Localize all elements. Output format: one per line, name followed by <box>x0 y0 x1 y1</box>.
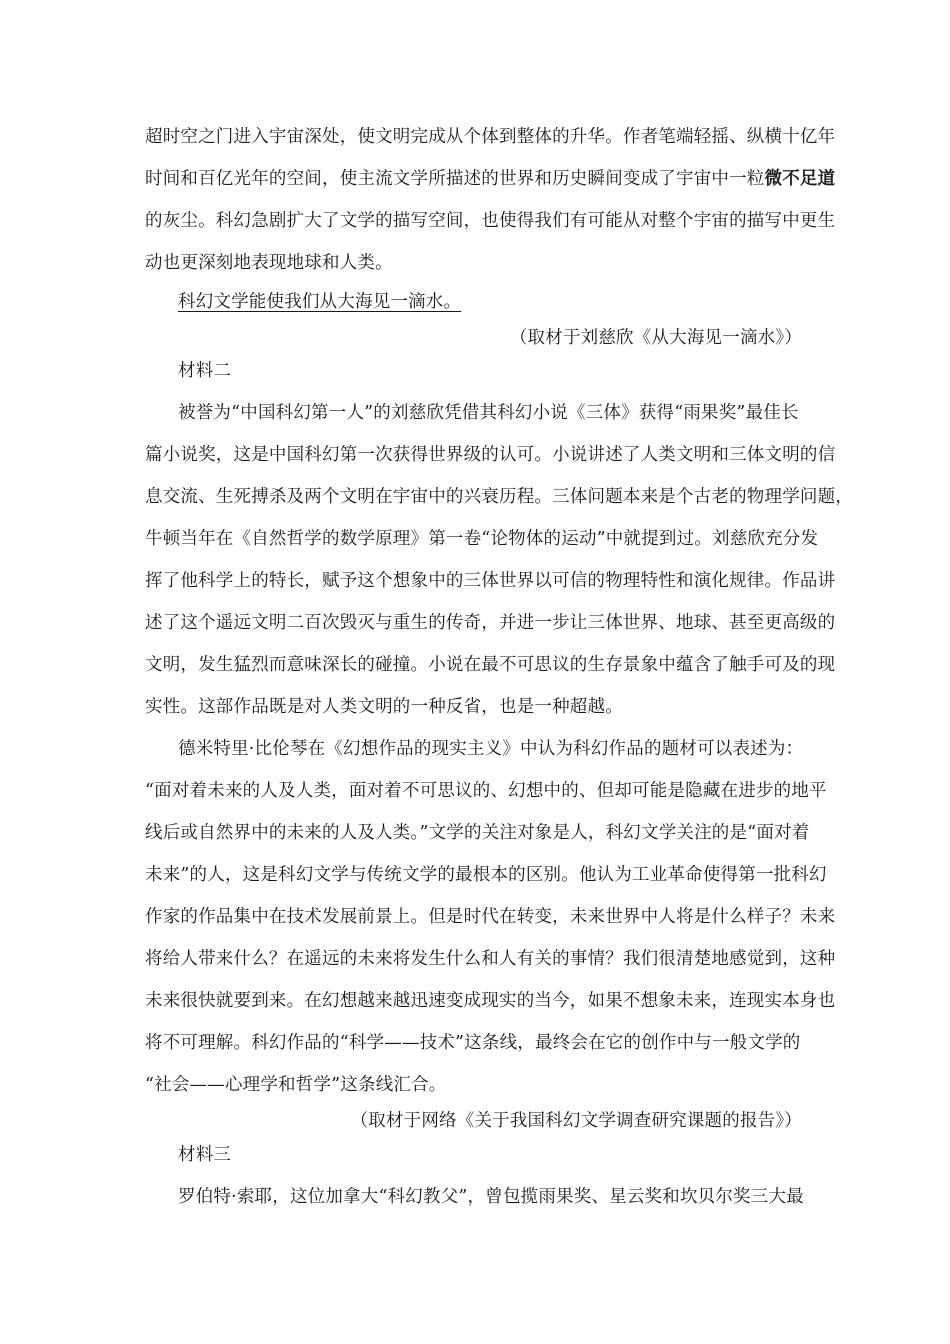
paragraph-line-text: 时间和百亿光年的空间，使主流文学所描述的世界和历史瞬间变成了宇宙中一粒 <box>145 169 765 189</box>
source-citation: （取材于刘慈欣《从大海见一滴水》） <box>509 328 802 348</box>
bold-term: 微不足道 <box>764 169 836 189</box>
paragraph-line: 未来”的人，这是科幻文学与传统文学的最根本的区别。他认为工业革命使得第一批科幻 <box>145 865 827 885</box>
paragraph-line: 将给人带来什么？在遥远的未来将发生什么和人有关的事情？我们很清楚地感觉到，这种 <box>145 949 836 969</box>
source-citation: （取材于网络《关于我国科幻文学调查研究课题的报告》） <box>350 1111 802 1131</box>
paragraph-line: 线后或自然界中的未来的人及人类。”文学的关注对象是人，科幻文学关注的是“面对着 <box>145 823 810 843</box>
paragraph-line: 的灰尘。科幻急剧扩大了文学的描写空间，也使得我们有可能从对整个宇宙的描写中更生 <box>145 211 836 231</box>
paragraph-line: 文明，发生猛烈而意味深长的碰撞。小说在最不可思议的生存景象中蕴含了触手可及的现 <box>145 655 836 675</box>
paragraph-line: 德米特里·比伦琴在《幻想作品的现实主义》中认为科幻作品的题材可以表述为： <box>178 739 804 759</box>
underlined-sentence-text: 科幻文学能使我们从大海见一滴水。 <box>178 292 462 312</box>
section-heading: 材料二 <box>178 361 232 381</box>
paragraph-line: 未来很快就要到来。在幻想越来越迅速变成现实的当今，如果不想象未来，连现实本身也 <box>145 991 836 1011</box>
paragraph-line: 息交流、生死搏杀及两个文明在宇宙中的兴衰历程。三体问题本来是个古老的物理学问题， <box>145 487 853 507</box>
paragraph-line: 被誉为“中国科幻第一人”的刘慈欣凭借其科幻小说《三体》获得“雨果奖”最佳长 <box>178 403 799 423</box>
paragraph-line <box>145 167 836 191</box>
underlined-sentence <box>178 290 838 314</box>
paragraph-line: “社会——心理学和哲学”这条线汇合。 <box>145 1075 447 1095</box>
section-heading: 材料三 <box>178 1145 232 1165</box>
paragraph-line: 牛顿当年在《自然哲学的数学原理》第一卷“论物体的运动”中就提到过。刘慈欣充分发 <box>145 529 819 549</box>
paragraph-line: 挥了他科学上的特长，赋予这个想象中的三体世界以可信的物理特性和演化规律。作品讲 <box>145 571 836 591</box>
paragraph-line: 罗伯特·索耶，这位加拿大“科幻教父”，曾包揽雨果奖、星云奖和坎贝尔奖三大最 <box>178 1187 804 1207</box>
paragraph-line: 述了这个遥远文明二百次毁灭与重生的传奇，并进一步让三体世界、地球、甚至更高级的 <box>145 613 836 633</box>
paragraph-line: 篇小说奖，这是中国科幻第一次获得世界级的认可。小说讲述了人类文明和三体文明的信 <box>145 445 836 465</box>
paragraph-line: 将不可理解。科幻作品的“科学——技术”这条线，最终会在它的创作中与一般文学的 <box>145 1033 801 1053</box>
paragraph-line: 实性。这部作品既是对人类文明的一种反省，也是一种超越。 <box>145 697 623 717</box>
paragraph-line: “面对着未来的人及人类，面对着不可思议的、幻想中的、但却可能是隐藏在进步的地平 <box>145 781 827 801</box>
paragraph-line: 作家的作品集中在技术发展前景上。但是时代在转变，未来世界中人将是什么样子？未来 <box>145 907 836 927</box>
paragraph-line: 超时空之门进入宇宙深处，使文明完成从个体到整体的升华。作者笔端轻摇、纵横十亿年 <box>145 127 836 147</box>
paragraph-line: 动也更深刻地表现地球和人类。 <box>145 253 393 273</box>
